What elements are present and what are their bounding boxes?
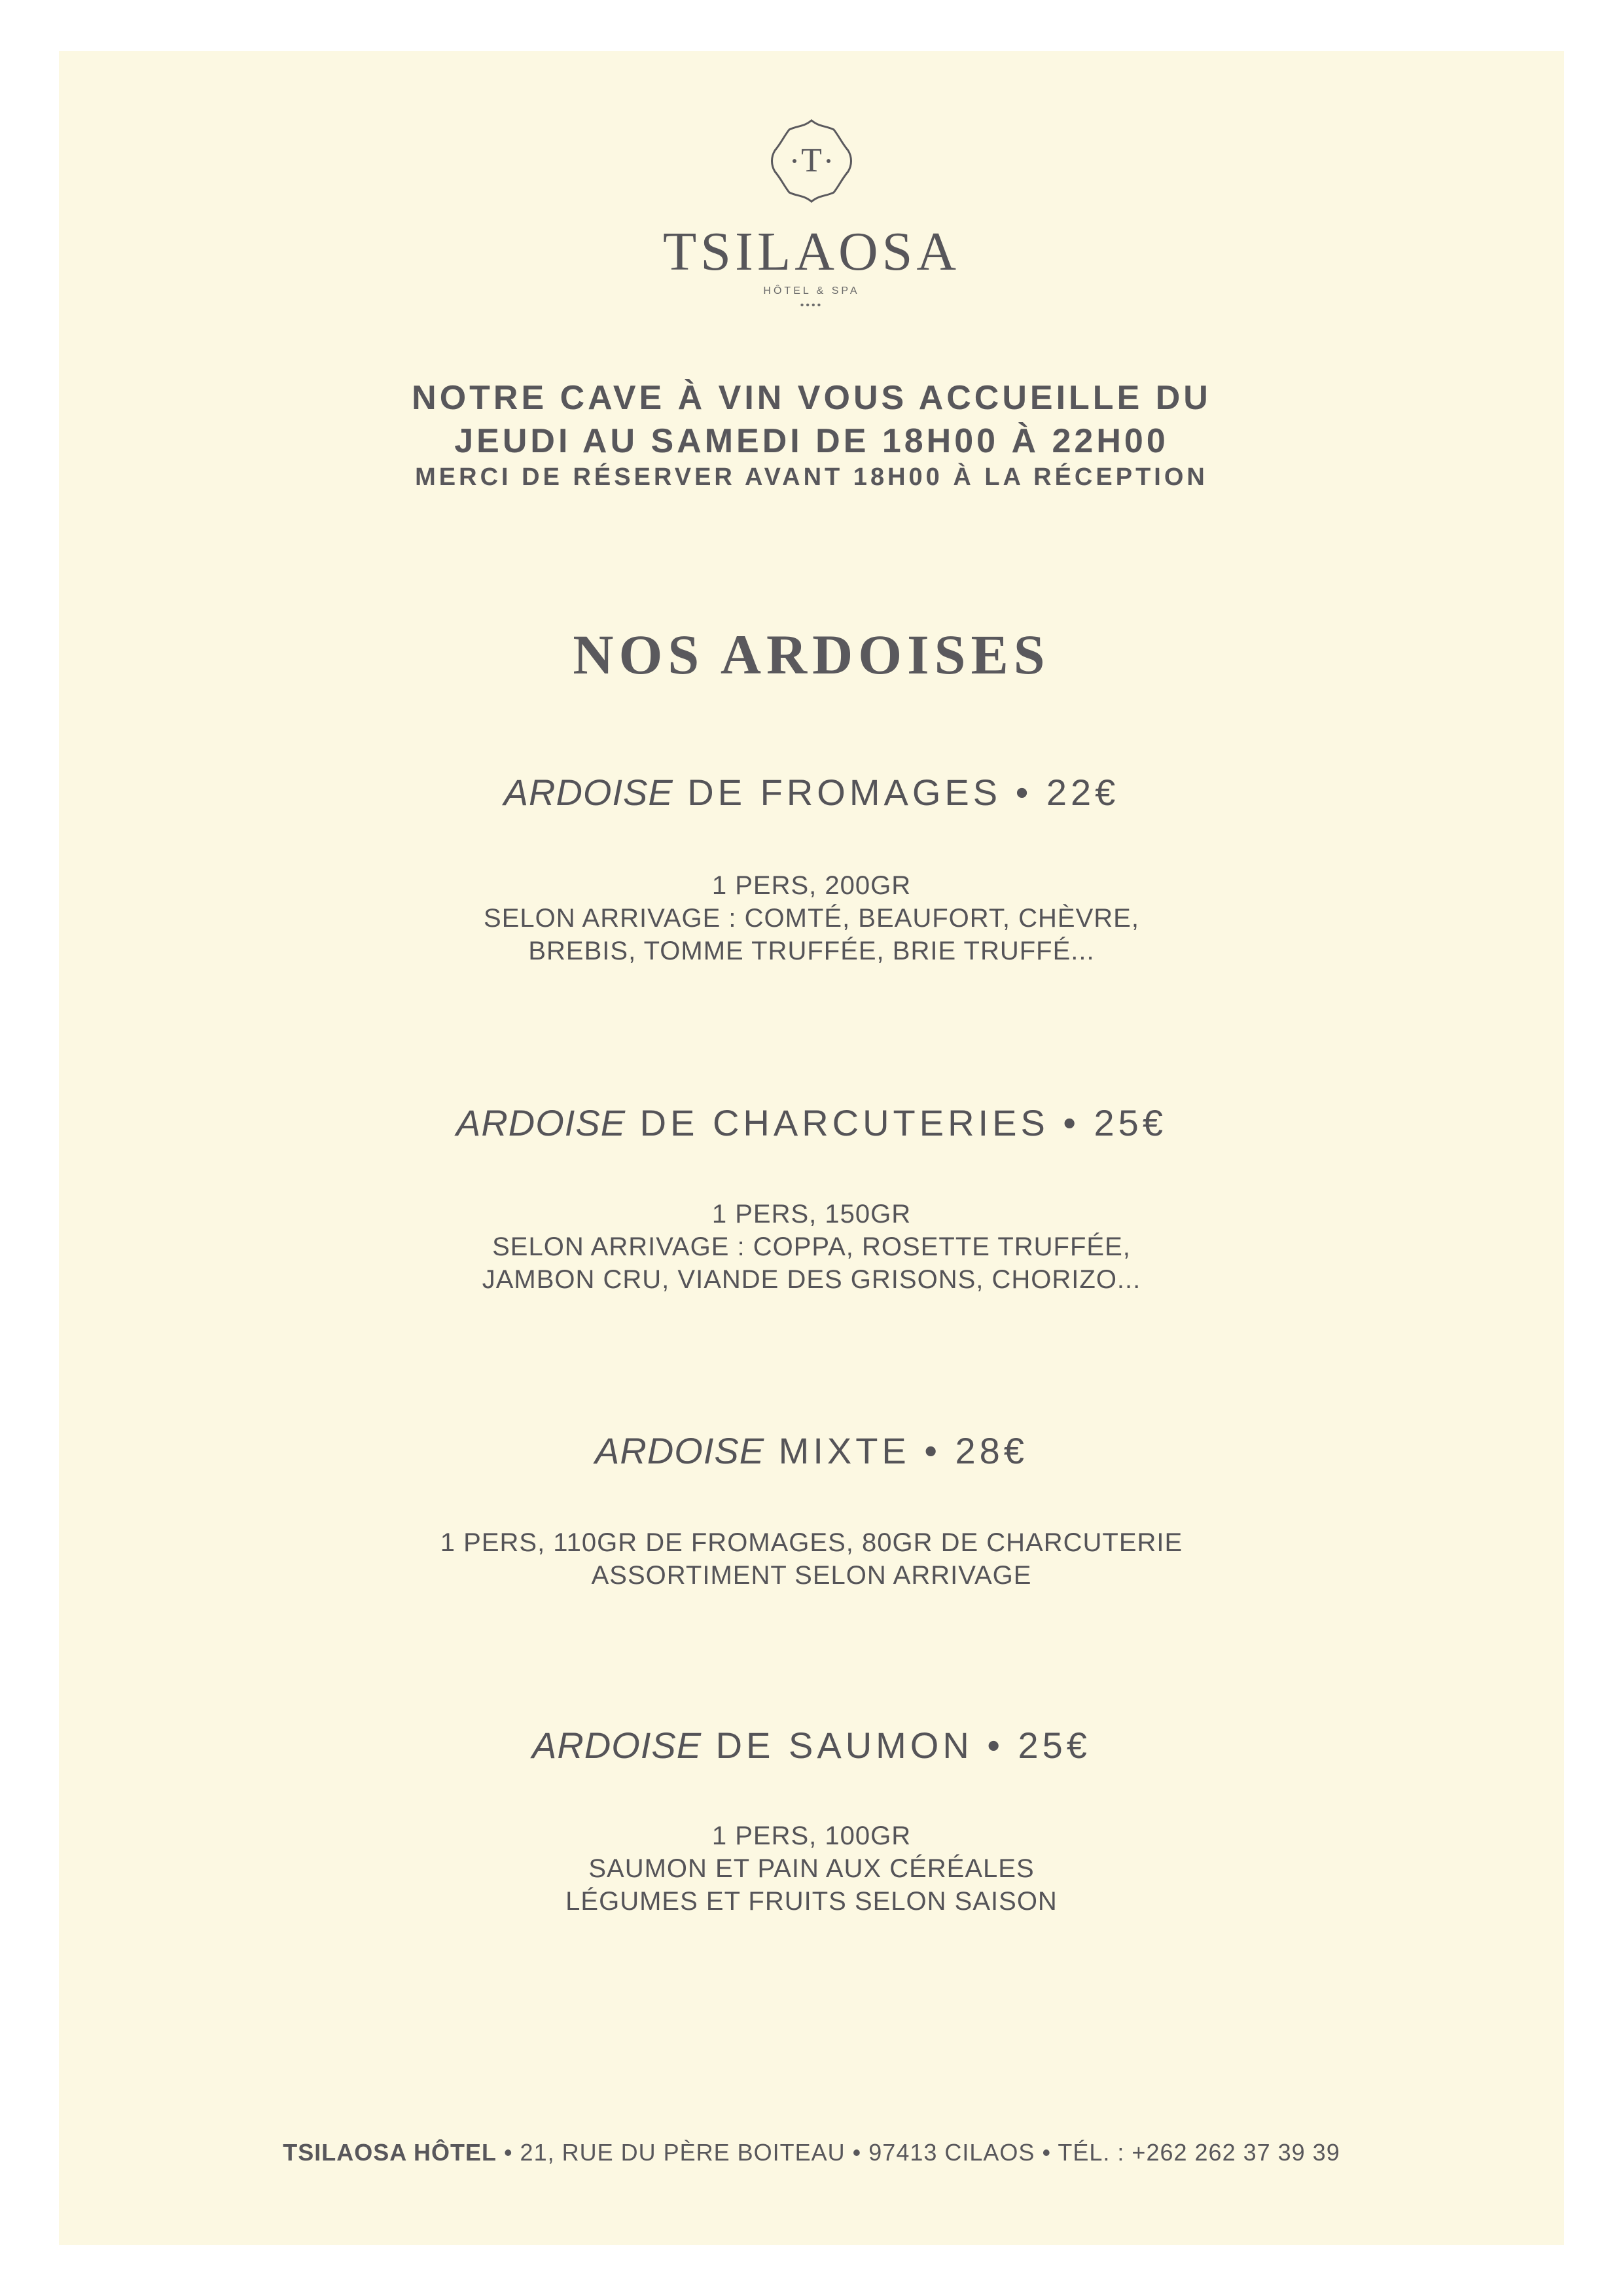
- intro-line-3: MERCI DE RÉSERVER AVANT 18H00 À LA RÉCEPTION: [415, 463, 1208, 491]
- item-desc-line: JAMBON CRU, VIANDE DES GRISONS, CHORIZO...: [482, 1265, 1141, 1294]
- item-desc-line: 1 PERS, 100GR: [711, 1821, 912, 1850]
- item-description: [59, 1820, 1564, 1918]
- item-desc-line: BREBIS, TOMME TRUFFÉE, BRIE TRUFFÉ...: [528, 937, 1095, 965]
- item-title-emphasis: ARDOISE: [532, 1725, 702, 1766]
- item-title-rest: DE SAUMON • 25€: [702, 1725, 1091, 1766]
- brand-subtitle: HÔTEL & SPA: [763, 285, 860, 296]
- logo-monogram: T: [801, 142, 822, 179]
- item-desc-line: SELON ARRIVAGE : COPPA, ROSETTE TRUFFÉE,: [492, 1232, 1131, 1261]
- item-title-emphasis: ARDOISE: [503, 772, 673, 813]
- item-title-emphasis: ARDOISE: [595, 1430, 765, 1471]
- intro-line-2: JEUDI AU SAMEDI DE 18H00 À 22H00: [454, 422, 1169, 460]
- item-title-rest: DE CHARCUTERIES • 25€: [626, 1102, 1167, 1143]
- item-title-rest: DE FROMAGES • 22€: [673, 772, 1120, 813]
- menu-page: [59, 51, 1564, 2245]
- item-title: [59, 771, 1564, 814]
- logo-emblem: [767, 117, 856, 206]
- item-desc-line: ASSORTIMENT SELON ARRIVAGE: [591, 1561, 1032, 1590]
- intro-line-1: NOTRE CAVE À VIN VOUS ACCUEILLE DU: [412, 379, 1211, 417]
- brand-stars: ••••: [800, 300, 823, 311]
- item-title: [59, 1429, 1564, 1472]
- item-desc-line: LÉGUMES ET FRUITS SELON SAISON: [565, 1887, 1058, 1916]
- item-title-emphasis: ARDOISE: [456, 1102, 626, 1143]
- item-desc-line: 1 PERS, 110GR DE FROMAGES, 80GR DE CHARCUTERIE: [440, 1528, 1183, 1557]
- item-title-rest: MIXTE • 28€: [764, 1430, 1028, 1471]
- footer-hotel-name: TSILAOSA HÔTEL: [283, 2139, 497, 2166]
- section-title: NOS ARDOISES: [573, 623, 1050, 686]
- item-title: [59, 1724, 1564, 1767]
- item-description: [59, 869, 1564, 967]
- item-desc-line: 1 PERS, 150GR: [711, 1200, 912, 1229]
- item-desc-line: SELON ARRIVAGE : COMTÉ, BEAUFORT, CHÈVRE,: [484, 904, 1139, 933]
- item-description: [59, 1198, 1564, 1296]
- item-description: [59, 1526, 1564, 1592]
- item-desc-line: 1 PERS, 200GR: [711, 871, 912, 900]
- item-title: [59, 1102, 1564, 1144]
- brand-name: TSILAOSA: [662, 221, 960, 282]
- footer-address: [59, 2139, 1564, 2166]
- footer-details: • 21, RUE DU PÈRE BOITEAU • 97413 CILAOS • TÉL. : +262 262 37 39 39: [496, 2139, 1340, 2166]
- item-desc-line: SAUMON ET PAIN AUX CÉRÉALES: [588, 1854, 1035, 1883]
